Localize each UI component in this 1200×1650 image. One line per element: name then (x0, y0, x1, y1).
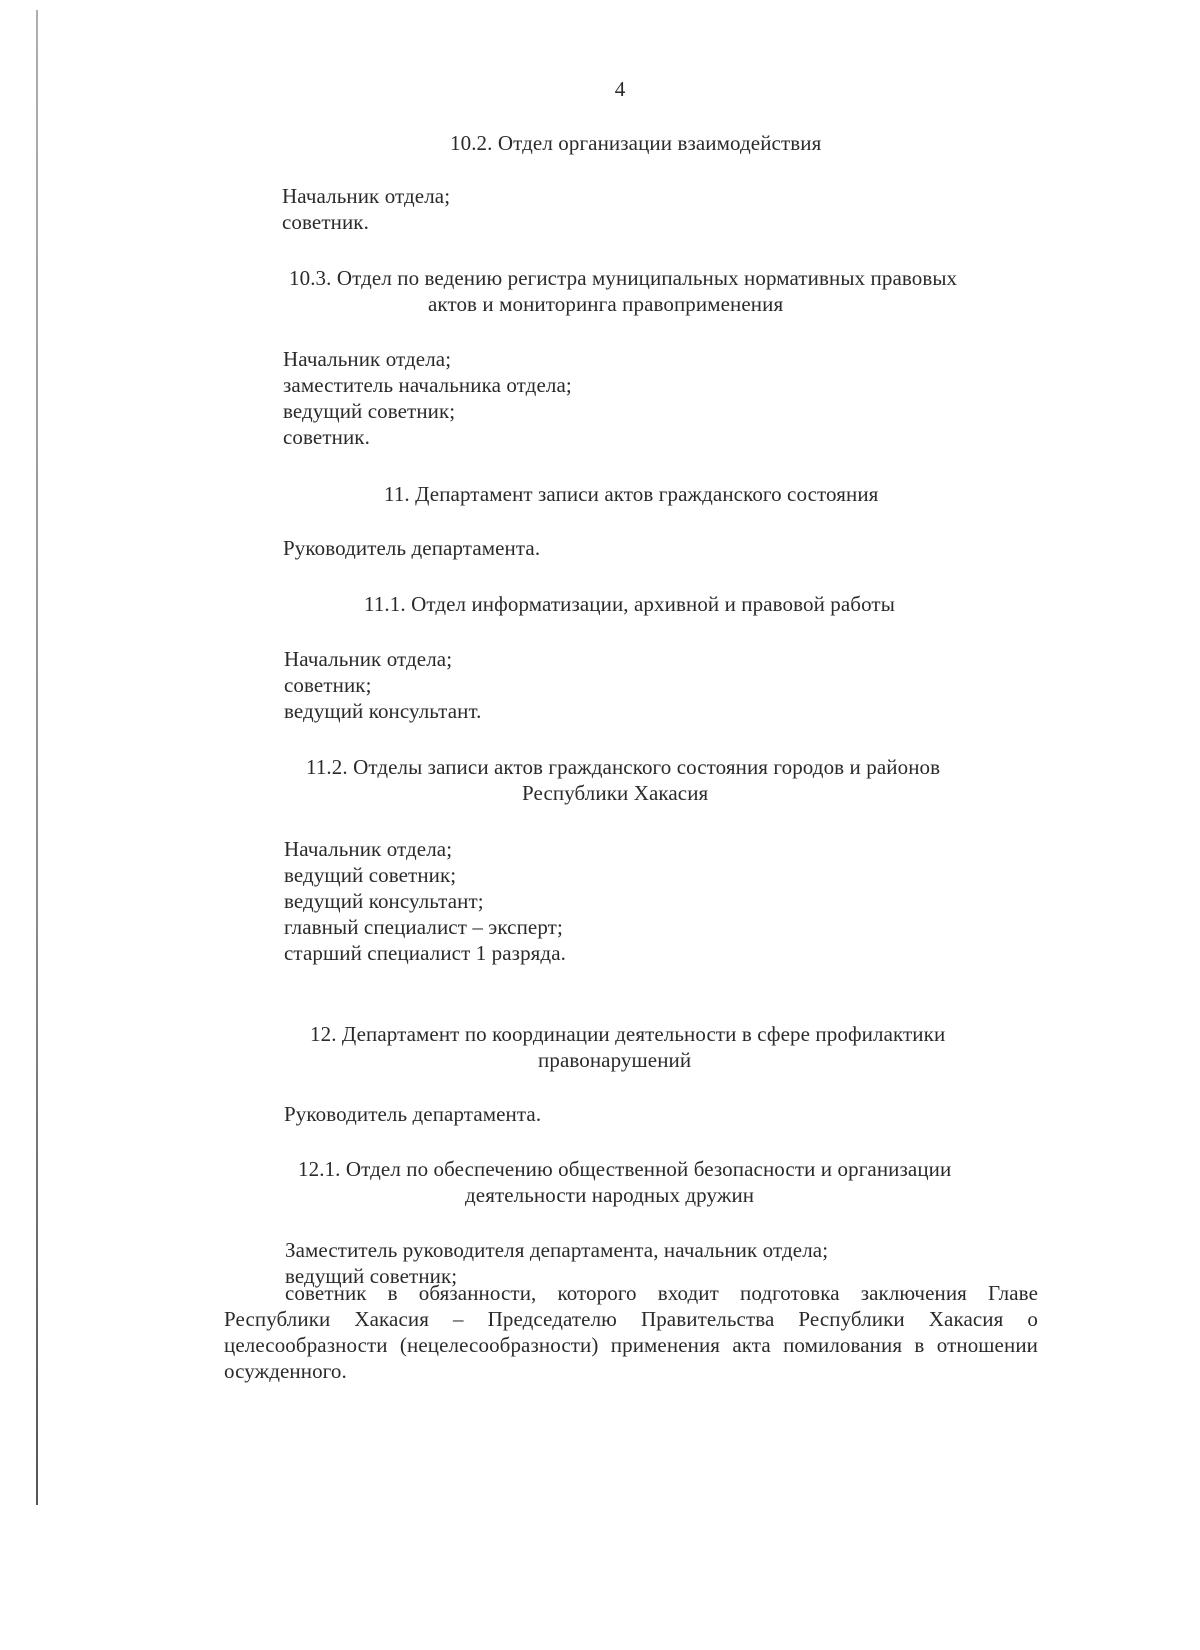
list-item: ведущий советник; (285, 1264, 458, 1288)
list-item: заместитель начальника отдела; (283, 373, 572, 397)
list-item: советник. (283, 425, 370, 449)
section-10-3-heading-line2: актов и мониторинга правоприменения (428, 292, 784, 316)
list-item: Заместитель руководителя департамента, начальник отдела; (285, 1238, 829, 1262)
list-item: Начальник отдела; (284, 647, 453, 671)
section-11-2-heading-line2: Республики Хакасия (522, 781, 709, 805)
page-number: 4 (614, 77, 626, 101)
section-12-1-heading-line1: 12.1. Отдел по обеспечению общественной безопасности и организации (298, 1157, 952, 1181)
section-12-heading-line2: правонарушений (538, 1048, 692, 1072)
list-item: Руководитель департамента. (283, 536, 541, 560)
list-item: старший специалист 1 разряда. (284, 941, 566, 965)
section-11-heading: 11. Департамент записи актов гражданского состояния (384, 482, 879, 506)
list-item: советник. (282, 210, 369, 234)
section-11-1-heading: 11.1. Отдел информатизации, архивной и правовой работы (364, 592, 895, 616)
section-10-3-heading-line1: 10.3. Отдел по ведению регистра муниципальных нормативных правовых (289, 266, 958, 290)
section-12-1-heading-line2: деятельности народных дружин (465, 1183, 755, 1207)
list-item: Начальник отдела; (284, 837, 453, 861)
section-12-heading-line1: 12. Департамент по координации деятельности в сфере профилактики (310, 1022, 946, 1046)
list-item: ведущий консультант. (284, 699, 482, 723)
list-item: Руководитель департамента. (284, 1102, 542, 1126)
section-11-2-heading-line1: 11.2. Отделы записи актов гражданского состояния городов и районов (306, 755, 941, 779)
list-item: Начальник отдела; (282, 184, 451, 208)
section-12-1-paragraph: советник в обязанности, которого входит подготовка заключения Главе Республики Хакасия – Председателю Правительства Республики Хакасия о целесообразности (нецелесообразности) применения акта помилования в отношении осужденного. (224, 1281, 1038, 1383)
list-item: главный специалист – эксперт; (284, 915, 563, 939)
list-item: Начальник отдела; (283, 347, 452, 371)
list-item: ведущий консультант; (284, 889, 484, 913)
section-10-2-heading: 10.2. Отдел организации взаимодействия (450, 131, 822, 155)
list-item: ведущий советник; (283, 399, 456, 423)
scan-edge-line (36, 10, 38, 1505)
list-item: ведущий советник; (284, 863, 457, 887)
list-item: советник; (284, 673, 372, 697)
